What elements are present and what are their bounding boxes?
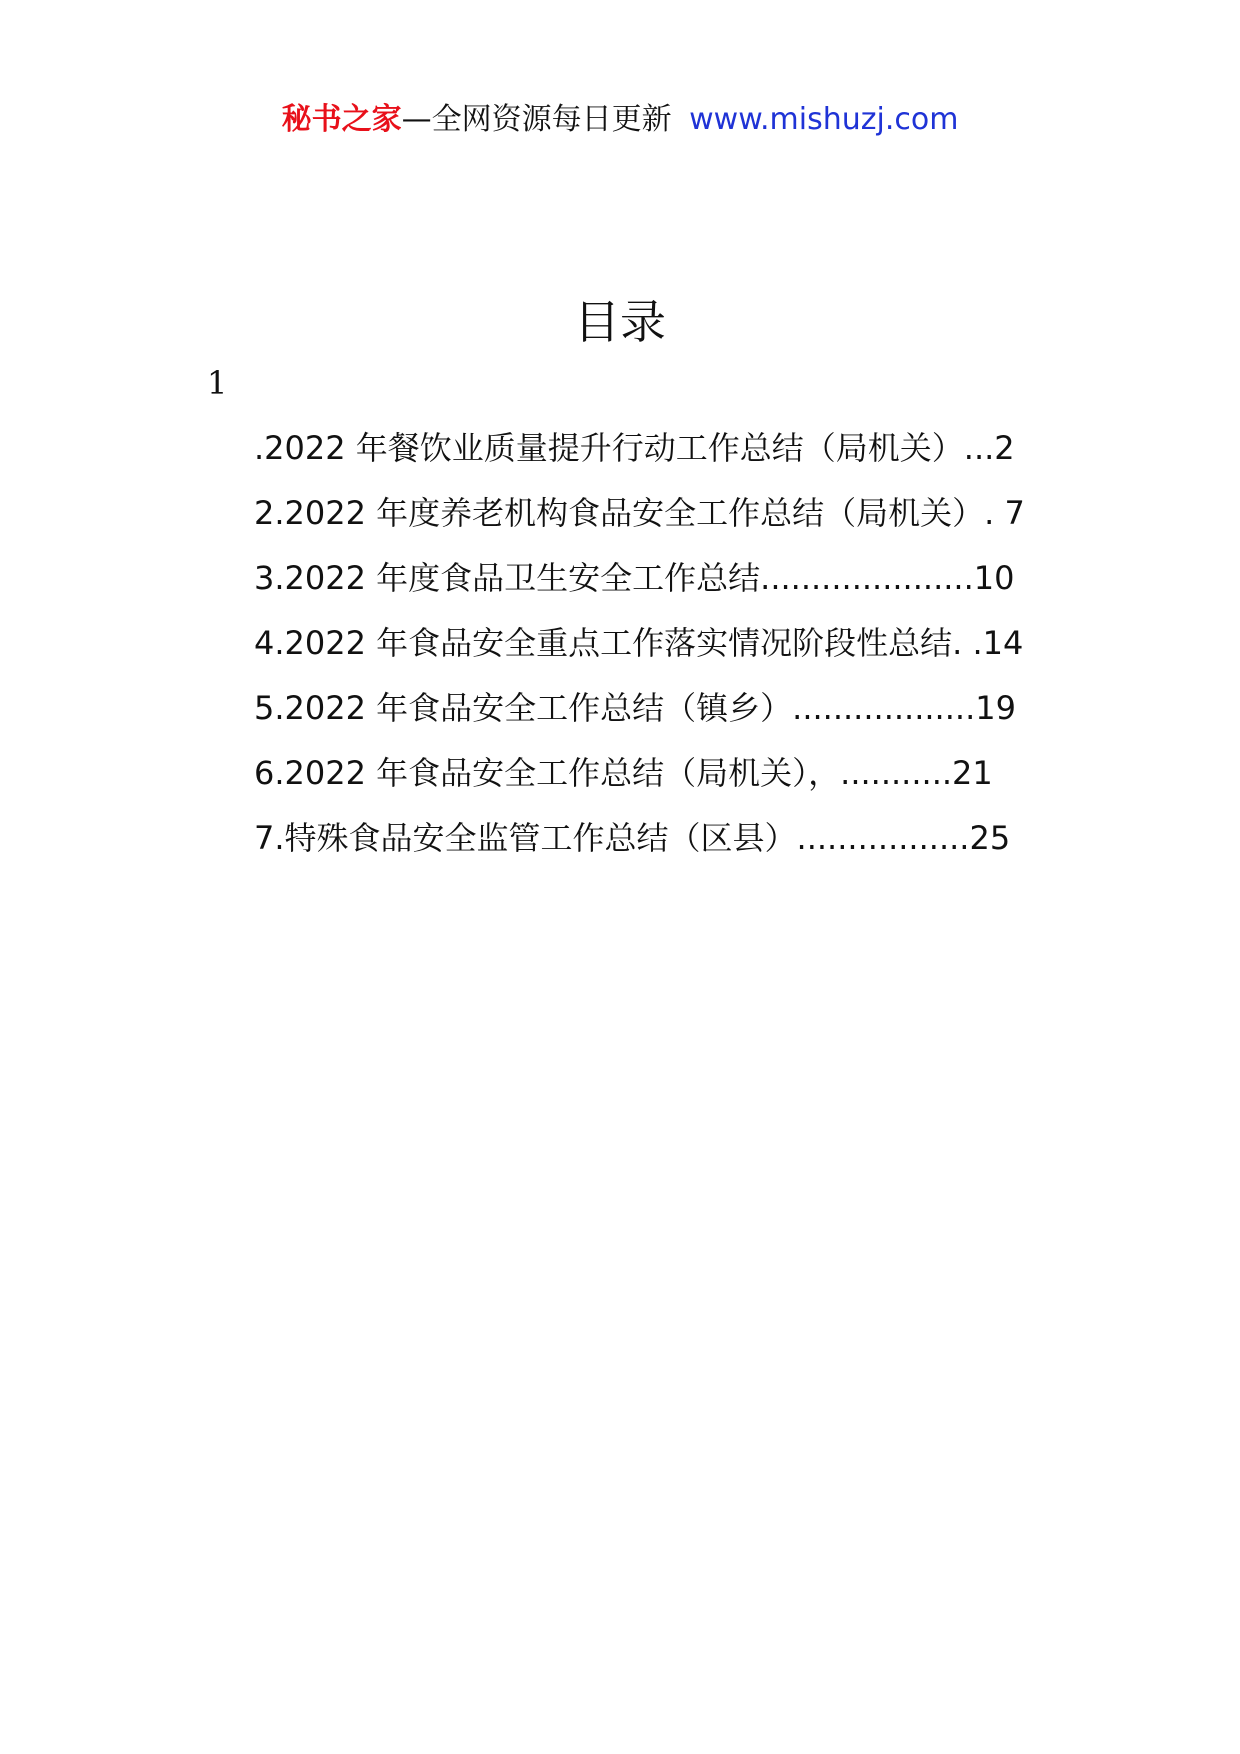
- site-url-link[interactable]: www.mishuzj.com: [689, 102, 959, 137]
- toc-entry-3[interactable]: 3.2022 年度食品卫生安全工作总结.....................10: [254, 559, 1015, 597]
- page-number-marker: 1: [207, 364, 228, 402]
- toc-entry-7[interactable]: 7.特殊食品安全监管工作总结（区县）.................25: [254, 819, 1011, 857]
- toc-entry-2[interactable]: 2.2022 年度养老机构食品安全工作总结（局机关）. 7: [254, 494, 1025, 532]
- toc-entry-1[interactable]: .2022 年餐饮业质量提升行动工作总结（局机关）...2: [254, 429, 1015, 467]
- toc-entry-5[interactable]: 5.2022 年食品安全工作总结（镇乡）..................19: [254, 689, 1016, 727]
- table-of-contents: [254, 423, 1054, 878]
- site-header: [0, 100, 1240, 140]
- header-tagline: —全网资源每日更新: [401, 102, 672, 137]
- toc-entry-6[interactable]: 6.2022 年食品安全工作总结（局机关），...........21: [254, 754, 993, 792]
- toc-entry-4[interactable]: 4.2022 年食品安全重点工作落实情况阶段性总结. .14: [254, 624, 1024, 662]
- brand-name: 秘书之家: [281, 102, 402, 137]
- page-title: 目录: [574, 295, 666, 349]
